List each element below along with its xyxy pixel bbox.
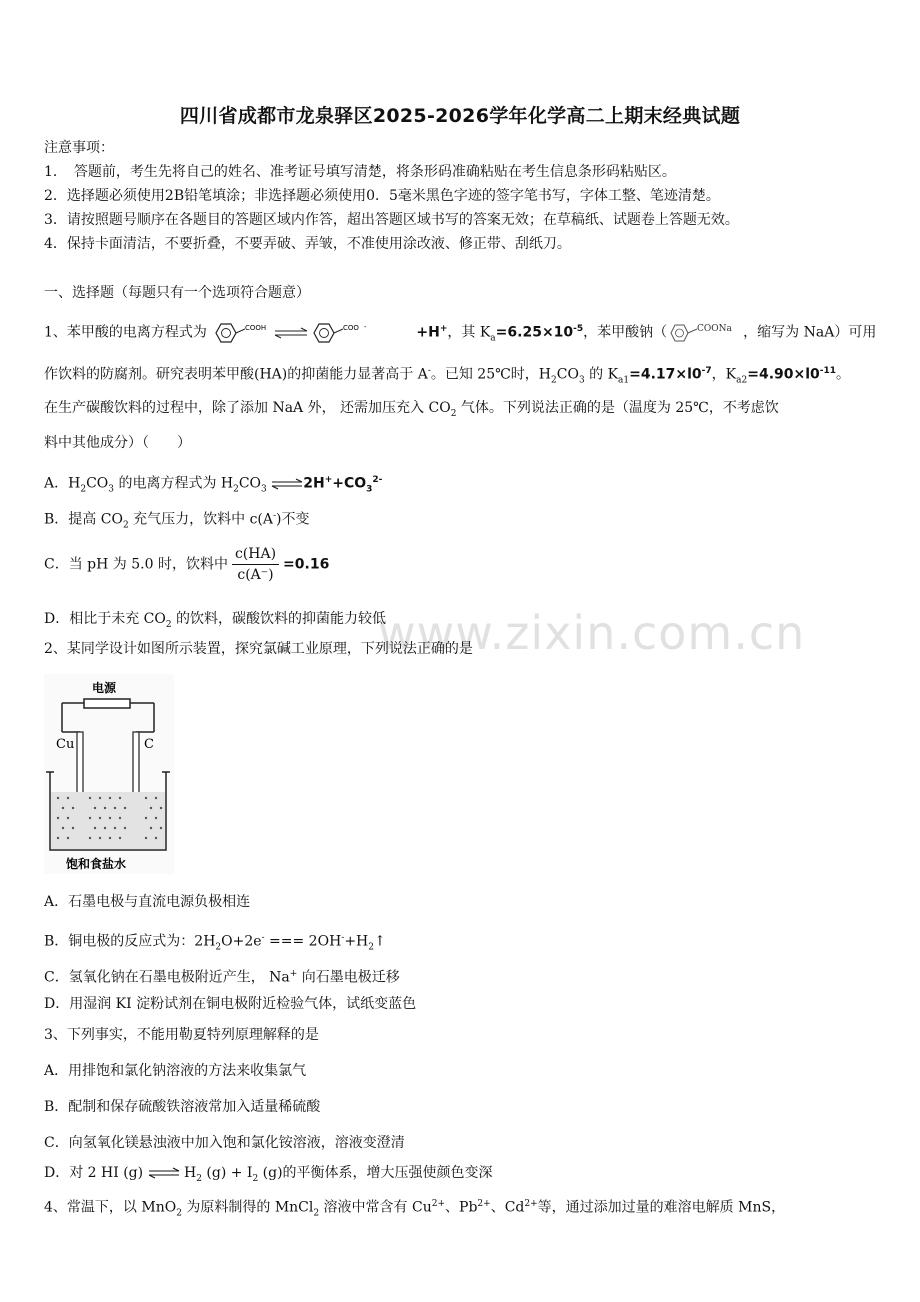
figure-label-cu: Cu (56, 737, 75, 752)
notice-item-2: 2．选择题必须使用2B铅笔填涂；非选择题必须使用0．5毫米黑色字迹的签字笔书写，字体工整、笔迹清楚。 (44, 188, 720, 204)
benzoic-acid-ionization-equation (211, 320, 416, 346)
figure-label-solution: 饱和食盐水 (66, 857, 127, 871)
q1-line-1: 1、苯甲酸的电离方程式为 COOH COO - +H+，其 $K_a=6.25\times 10^{-5}$，苯甲酸钠（ COONa ，缩写为 NaA）可用 (44, 318, 876, 349)
q2-option-b: B．铜电极的反应式为：$2H_2O+2e^-$ === $2OH^-+H_2↑$ (44, 933, 386, 953)
notice-item-4: 4．保持卡面清洁，不要折叠，不要弄破、弄皱，不准使用涂改液、修正带、刮纸刀。 (44, 236, 571, 252)
section-heading: 一、选择题（每题只有一个选项符合题意） (44, 285, 310, 301)
sodium-benzoate-structure (667, 321, 743, 345)
concentration-ratio-fraction: $\frac{c(HA)}{c(A^-)}$ (232, 544, 279, 585)
q2-option-d: D．用湿润 KI 淀粉试剂在铜电极附近检验气体，试纸变蓝色 (44, 996, 417, 1012)
equilibrium-arrow-icon (271, 478, 303, 490)
equilibrium-arrow-icon (148, 1167, 180, 1179)
electrolysis-apparatus-figure (44, 674, 174, 874)
q1-option-b: B．提高 $CO_2$ 充气压力，饮料中 c(A-)不变 (44, 511, 310, 531)
svg-text:COO: COO (343, 323, 360, 332)
q3-option-b: B．配制和保存硫酸铁溶液常加入适量稀硫酸 (44, 1099, 321, 1115)
q1-option-c: C．当 pH 为 5.0 时，饮料中 $\frac{c(HA)}{c(A^-)}$ =0.16 (44, 546, 330, 583)
q4-stem: 4、常温下，以 MnO$_2$ 为原料制得的 MnCl$_2$ 溶液中常含有 $Cu^{2+}$、$Pb^{2+}$、$Cd^{2+}$等，通过添加过量的难溶电解质 MnS， (44, 1199, 786, 1219)
q1-line-3: 在生产碳酸饮料的过程中，除了添加 NaA 外， 还需加压充入 $CO_2$ 气体。下列说法正确的是（温度为 25℃，不考虑饮 (44, 400, 779, 419)
q1-line-2: 作饮料的防腐剂。研究表明苯甲酸(HA)的抑菌能力显著高于 A-。已知 25℃时，$H_2CO_3$ 的 $K_{a1}=4.17\times l0^{-7}$，$K_{a2}=4.90\times l0^{-11}$。 (44, 366, 851, 386)
q1-line-4: 料中其他成分）（ ） (44, 435, 191, 451)
q2-option-a: A．石墨电极与直流电源负极相连 (44, 894, 251, 910)
q3-stem: 3、下列事实，不能用勒夏特列原理解释的是 (44, 1027, 319, 1043)
watermark: www.zixin.com.cn (378, 606, 806, 660)
q1-option-d: D．相比于未充 $CO_2$ 的饮料，碳酸饮料的抑菌能力较低 (44, 611, 387, 630)
page-title: 四川省成都市龙泉驿区2025-2026学年化学高二上期末经典试题 (179, 105, 741, 127)
q3-option-c: C．向氢氧化镁悬浊液中加入饱和氯化铵溶液，溶液变澄清 (44, 1135, 405, 1151)
notice-item-1: 1． 答题前，考生先将自己的姓名、准考证号填写清楚，将条形码准确粘贴在考生信息条形码粘贴区。 (44, 164, 676, 180)
notice-item-3: 3．请按照题号顺序在各题目的答题区域内作答，超出答题区域书写的答案无效；在草稿纸、试题卷上答题无效。 (44, 212, 739, 228)
notice-heading: 注意事项： (44, 140, 114, 156)
q1-option-a: A．$H_2CO_3$ 的电离方程式为 $H_2CO_3$ $2H^++CO_3^{2-}$ (44, 475, 383, 495)
svg-text:COOH: COOH (245, 323, 267, 332)
q3-option-d: D．对 2 HI (g) $H_2$ $(g) + I_2$ (g)的平衡体系，增大压强使颜色变深 (44, 1165, 493, 1184)
figure-label-c: C (144, 737, 154, 752)
q2-option-c: C．氢氧化钠在石墨电极附近产生， Na+ 向石墨电极迁移 (44, 969, 400, 986)
q2-stem: 2、某同学设计如图所示装置，探究氯碱工业原理，下列说法正确的是 (44, 641, 473, 657)
q3-option-a: A．用排饱和氯化钠溶液的方法来收集氯气 (44, 1063, 307, 1079)
svg-text:-: - (364, 322, 367, 331)
figure-label-power: 电源 (92, 681, 117, 695)
svg-text:COONa: COONa (697, 323, 733, 334)
